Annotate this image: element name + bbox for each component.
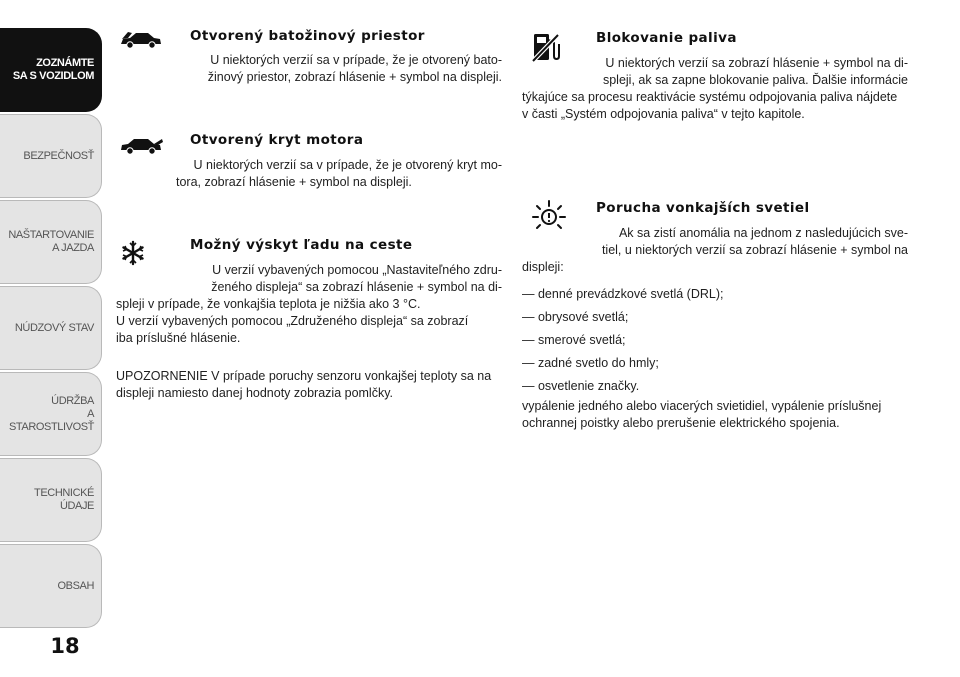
tab-label: A JAZDA [52,242,94,254]
tab-label: ZOZNÁMTE [36,57,94,69]
car-trunk-open-icon [118,30,164,55]
tab-nastartovanie-a-jazda[interactable] [0,200,102,284]
tab-obsah[interactable] [0,544,102,628]
tab-zoznamte-sa-s-vozidlom[interactable] [0,28,102,112]
tab-label: ÚDRŽBA [51,394,94,407]
text-line: ochrannej poistky alebo prerušenie elektrického spojenia. [522,416,840,430]
list-item: — zadné svetlo do hmly; [522,356,659,370]
tab-label: SA S VOZIDLOM [12,70,94,82]
text-line: iba príslušné hlásenie. [116,331,241,345]
trunk-text [170,52,502,86]
section-title: Možný výskyt ľadu na ceste [190,237,413,253]
tab-label: OBSAH [57,579,94,592]
lights-text [522,225,908,276]
text-line: ženého displeja“ sa zobrazí hlásenie + symbol na di- [211,280,502,294]
lights-closing-text [522,398,908,432]
tab-label: ÚDAJE [59,500,94,512]
tab-label: BEZPEČNOSŤ [23,149,94,162]
list-item: — smerové svetlá; [522,333,626,347]
text-line: UPOZORNENIE V prípade poruchy senzoru vonkajšej teploty sa na [116,369,492,383]
list-item: — osvetlenie značky. [522,379,640,393]
tab-label: NAŠTARTOVANIE [8,229,94,241]
text-line: displeji namiesto danej hodnoty zobrazia pomlčky. [116,386,394,400]
page-number: 18 [50,634,80,658]
ice-text [116,262,502,347]
text-line: v časti „Systém odpojovania paliva“ v tejto kapitole. [522,107,805,121]
text-line: displeji: [522,260,564,274]
list-item: — obrysové svetlá; [522,310,629,324]
section-title: Blokovanie paliva [596,30,737,46]
bonnet-text [170,157,502,191]
text-line: tiel, u niektorých verzií sa zobrazí hlásenie + symbol na [601,243,908,257]
lights-list [522,283,908,398]
tab-bezpecnost[interactable] [0,114,102,198]
section-title: Otvorený batožinový priestor [190,28,425,44]
text-line: U verzií vybavených pomocou „Nastaviteľného zdru- [212,263,502,277]
text-line: týkajúce sa procesu reaktivácie systému odpojovania paliva nájdete [522,90,898,104]
text-line: Ak sa zistí anomália na jednom z nasledujúcich sve- [618,226,908,240]
section-exterior-lights-failure [596,200,810,216]
section-bonnet-open [190,132,363,148]
tab-udrzba-a-starostlivost[interactable] [0,372,102,456]
text-line: spleji, ak sa zapne blokovanie paliva. Ďalšie informácie [602,73,908,87]
fuel-text [522,55,908,123]
tab-label: NÚDZOVÝ STAV [14,321,94,334]
text-line: spleji v prípade, že vonkajšia teplota je nižšia ako 3 °C. [116,297,421,311]
section-ice-warning [190,237,412,253]
text-line: U niektorých verzií sa v prípade, že je otvorený bato- [210,53,502,67]
tab-label: A STAROSTLIVOSŤ [8,407,94,433]
section-title: Otvorený kryt motora [190,132,364,148]
text-line: tora, zobrazí hlásenie + symbol na displeji. [176,175,412,189]
text-line: U niektorých verzií sa v prípade, že je otvorený kryt mo- [193,158,502,172]
car-bonnet-open-icon [118,136,164,161]
text-line: žinový priestor, zobrazí hlásenie + symbol na displeji. [207,70,502,84]
text-line: U verzií vybavených pomocou „Združeného displeja“ sa zobrazí [116,314,469,328]
section-fuel-block [596,30,737,46]
ice-warning-note [116,368,502,402]
tab-nudzovy-stav[interactable] [0,286,102,370]
tab-technicke-udaje[interactable] [0,458,102,542]
section-title: Porucha vonkajších svetiel [596,200,810,216]
list-item: — denné prevádzkové svetlá (DRL); [522,287,724,301]
text-line: vypálenie jedného alebo viacerých svietidiel, vypálenie príslušnej [522,399,882,413]
text-line: U niektorých verzií sa zobrazí hlásenie + symbol na di- [605,56,908,70]
tab-label: TECHNICKÉ [34,487,94,499]
section-trunk-open [190,28,425,44]
